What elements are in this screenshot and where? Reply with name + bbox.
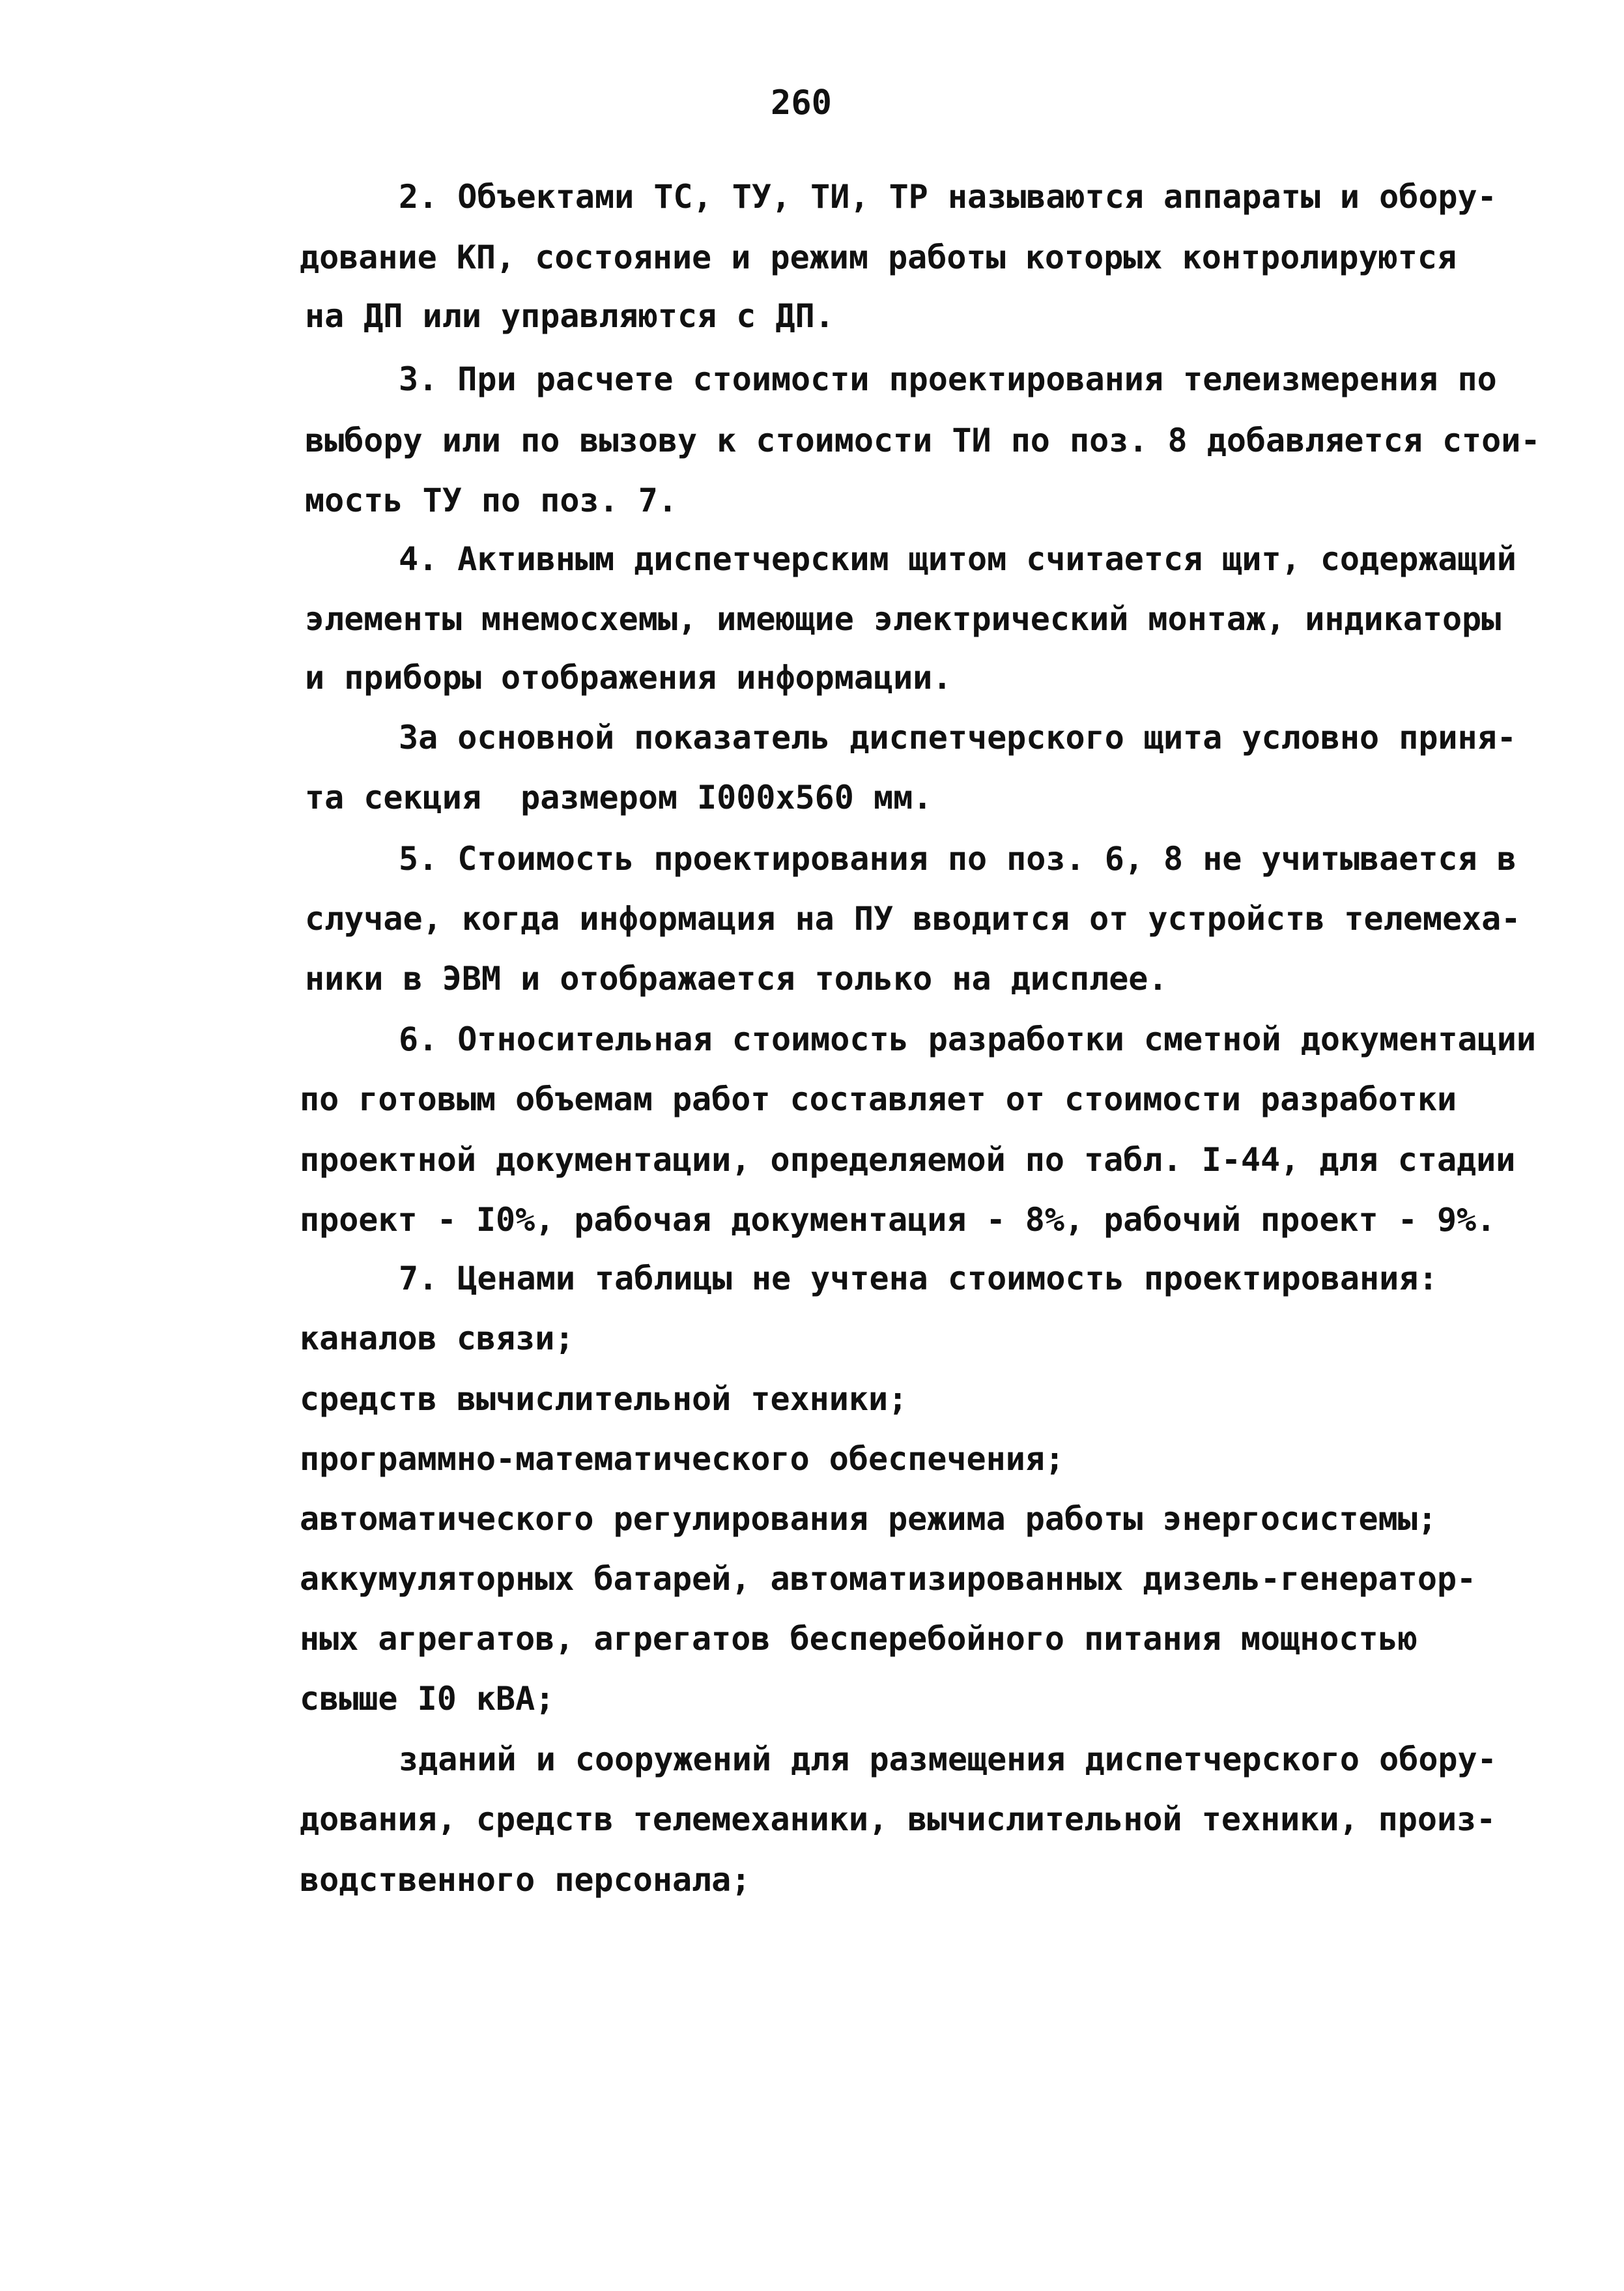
text-line: 5. Стоимость проектирования по поз. 6, 8 не учитывается в xyxy=(399,840,1517,878)
text-line: программно-математического обеспечения; xyxy=(300,1440,1064,1478)
text-line: та секция размером I000х560 мм. xyxy=(305,779,933,816)
text-line: водственного персонала; xyxy=(300,1861,751,1899)
text-line: 6. Относительная стоимость разработки сметной документации xyxy=(399,1020,1536,1058)
text-line: и приборы отображения информации. xyxy=(305,659,952,697)
text-line: выбору или по вызову к стоимости ТИ по поз. 8 добавляется стои- xyxy=(305,422,1541,459)
text-line: За основной показатель диспетчерского щита условно приня- xyxy=(399,719,1517,756)
text-line: 3. При расчете стоимости проектирования телеизмерения по xyxy=(399,360,1497,398)
text-line: каналов связи; xyxy=(300,1319,575,1357)
text-line: случае, когда информация на ПУ вводится от устройств телемеха- xyxy=(305,900,1521,938)
text-line: ники в ЭВМ и отображается только на дисплее. xyxy=(305,960,1168,998)
text-line: на ДП или управляются с ДП. xyxy=(305,297,834,335)
text-line: элементы мнемосхемы, имеющие электрический монтаж, индикаторы xyxy=(305,600,1502,638)
text-line: зданий и сооружений для размещения диспетчерского обору- xyxy=(399,1740,1497,1778)
text-line: дования, средств телемеханики, вычислительной техники, произ- xyxy=(300,1800,1496,1838)
text-line: 7. Ценами таблицы не учтена стоимость проектирования: xyxy=(399,1260,1438,1297)
page-number: 260 xyxy=(771,83,832,122)
text-line: по готовым объемам работ составляет от стоимости разработки xyxy=(300,1080,1457,1118)
text-line: 2. Объектами ТС, ТУ, ТИ, ТР называются аппараты и обору- xyxy=(399,178,1497,216)
text-line: свыше I0 кВА; xyxy=(300,1680,555,1718)
text-line: аккумуляторных батарей, автоматизированных дизель-генератор- xyxy=(300,1560,1477,1598)
text-line: средств вычислительной техники; xyxy=(300,1380,908,1418)
text-line: проектной документации, определяемой по табл. I-44, для стадии xyxy=(300,1141,1516,1179)
text-line: ных агрегатов, агрегатов бесперебойного питания мощностью xyxy=(300,1620,1417,1658)
text-line: мость ТУ по поз. 7. xyxy=(305,482,677,519)
text-line: 4. Активным диспетчерским щитом считается щит, содержащий xyxy=(399,540,1517,578)
text-line: дование КП, состояние и режим работы которых контролируются xyxy=(300,238,1457,276)
text-line: проект - I0%, рабочая документация - 8%, рабочий проект - 9%. xyxy=(300,1201,1496,1239)
text-line: автоматического регулирования режима работы энергосистемы; xyxy=(300,1500,1437,1538)
